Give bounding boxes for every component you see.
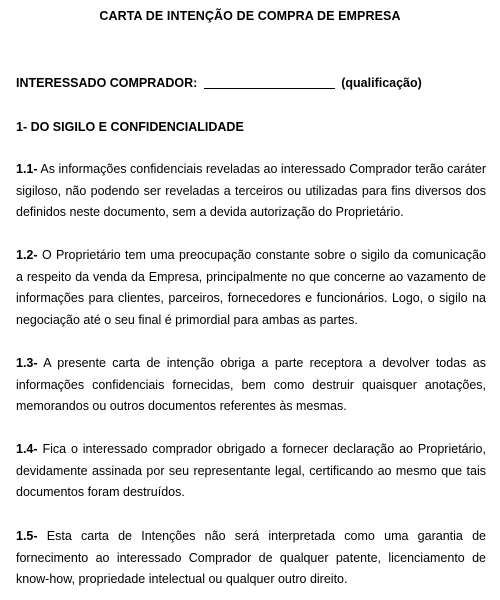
clause-1-1	[16, 159, 486, 224]
clause-number: 1.5-	[16, 529, 38, 543]
document-title: CARTA DE INTENÇÃO DE COMPRA DE EMPRESA	[99, 9, 401, 23]
clause-number: 1.3-	[16, 356, 38, 370]
clause-text: A presente carta de intenção obriga a parte receptora a devolver todas as informações confidenciais fornecidas, bem como destruir quaisquer anotações, memorandos ou outros documentos referentes às mesmas.	[16, 356, 486, 413]
clause-1-2	[16, 245, 486, 331]
clause-number: 1.4-	[16, 442, 38, 456]
clause-text: Fica o interessado comprador obrigado a fornecer declaração ao Proprietário, devidamente assinada por seu representante legal, certificando ao mesmo que tais documentos foram destruídos.	[16, 442, 486, 499]
clause-1-4	[16, 439, 486, 504]
buyer-label: INTERESSADO COMPRADOR:	[16, 76, 198, 90]
clause-1-5	[16, 526, 486, 591]
section-heading: 1- DO SIGILO E CONFIDENCIALIDADE	[16, 120, 244, 134]
buyer-line	[16, 76, 422, 90]
clause-number: 1.2-	[16, 248, 38, 262]
buyer-blank-line	[204, 88, 335, 89]
clause-text: O Proprietário tem uma preocupação constante sobre o sigilo da comunicação a respeito da venda da Empresa, principalmente no que concerne ao vazamento de informações para clientes, parceiros, fornecedores e funcionários. Logo, o sigilo na negociação até o seu final é primordial para ambas as partes.	[16, 248, 486, 327]
clause-text: Esta carta de Intenções não será interpretada como uma garantia de fornecimento ao interessado Comprador de qualquer patente, licenciamento de know-how, propriedade intelectual ou qualquer outro direito.	[16, 529, 486, 586]
clause-number: 1.1-	[16, 162, 38, 176]
clause-1-3	[16, 353, 486, 418]
clause-text: As informações confidenciais reveladas ao interessado Comprador terão caráter sigiloso, não podendo ser reveladas a terceiros ou utilizadas para fins diversos dos definidos neste documento, sem a devida autorização do Proprietário.	[16, 162, 486, 219]
buyer-suffix: (qualificação)	[341, 76, 422, 90]
